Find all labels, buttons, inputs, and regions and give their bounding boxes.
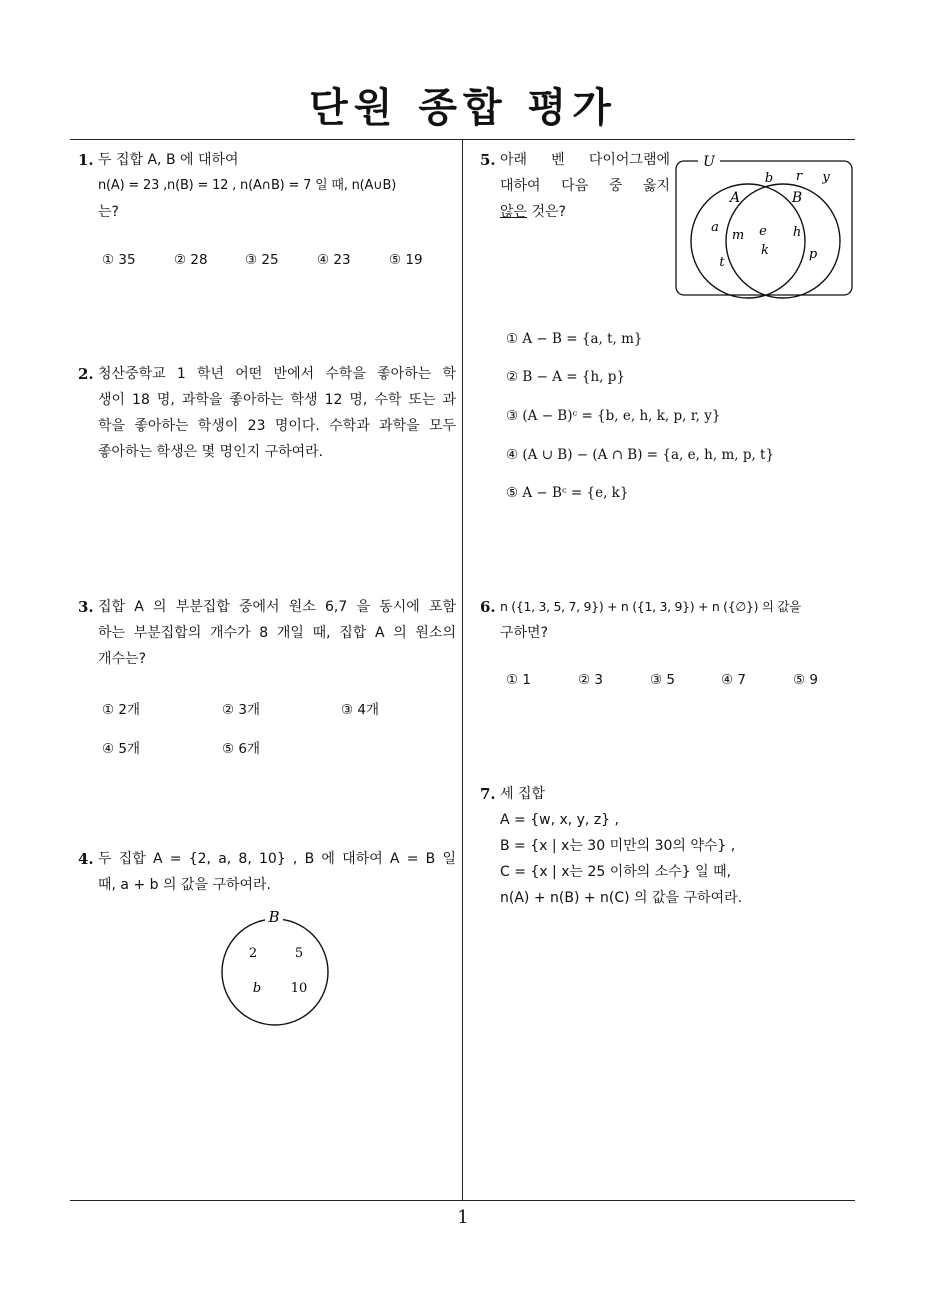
- question-line: 좋아하는 학생은 몇 명인지 구하여라.: [98, 444, 324, 460]
- bottom-rule: [70, 1200, 855, 1201]
- question-3: [78, 594, 456, 672]
- question-text: [500, 781, 860, 911]
- question-line: 는?: [98, 204, 119, 220]
- question-line: 청산중학교 1 학년 어떤 반에서 수학을 좋아하는 학: [98, 366, 456, 382]
- question-line: 세 집합: [500, 786, 546, 802]
- question-line: [500, 199, 670, 225]
- option-1[interactable]: ① 1: [506, 672, 531, 688]
- question-line: n(A) = 23 ,n(B) = 12 , n(A∩B) = 7 일 때, n(A∪B): [98, 178, 397, 193]
- question-text: [500, 147, 670, 225]
- question-line: A = {w, x, y, z} ,: [500, 812, 619, 828]
- question-4: [78, 846, 456, 898]
- page-number: 1: [457, 1207, 469, 1228]
- outside-element: b: [764, 171, 774, 186]
- question-line: 구하면?: [500, 625, 549, 641]
- only-a-element: a: [711, 220, 719, 235]
- set-element: 2: [248, 946, 258, 961]
- question-line: B = {x | x는 30 미만의 30의 약수} ,: [500, 838, 736, 854]
- option-2[interactable]: ② 3개: [222, 702, 261, 718]
- question-2: [78, 361, 456, 465]
- option-4[interactable]: ④ 5개: [102, 741, 141, 757]
- option-3[interactable]: ③ (A − B)ᶜ = {b, e, h, k, p, r, y}: [506, 408, 721, 424]
- outside-element: r: [795, 169, 803, 184]
- question-text-tail: 것은?: [527, 204, 566, 220]
- set-element: 5: [294, 946, 304, 961]
- option-3[interactable]: ③ 4개: [341, 702, 380, 718]
- set-b-circle: [222, 919, 328, 1025]
- question-text: [98, 594, 456, 672]
- question-text: [98, 147, 456, 225]
- set-b-label: B: [791, 190, 803, 206]
- question-line: 때, a + b 의 값을 구하여라.: [98, 877, 271, 893]
- set-label: B: [268, 908, 280, 926]
- set-element: b: [252, 981, 262, 996]
- question-line: 대하여 다음 중 옳지: [500, 178, 670, 194]
- both-element: k: [761, 243, 769, 258]
- question-line: 집합 A 의 부분집합 중에서 원소 6,7 을 동시에 포함: [98, 599, 456, 615]
- option-2[interactable]: ② 3: [578, 672, 603, 688]
- question-text: [98, 846, 456, 898]
- only-b-element: h: [792, 225, 802, 240]
- question-line: 두 집합 A, B 에 대하여: [98, 152, 239, 168]
- question-line: n ({1, 3, 5, 7, 9}) + n ({1, 3, 9}) + n ({∅}) 의 값을: [500, 599, 801, 614]
- question-7: [480, 781, 860, 911]
- both-element: e: [759, 224, 767, 239]
- question-5: [480, 147, 670, 225]
- option-2[interactable]: ② B − A = {h, p}: [506, 369, 625, 385]
- question-line: C = {x | x는 25 이하의 소수} 일 때,: [500, 864, 732, 880]
- option-5[interactable]: ⑤ 6개: [222, 741, 261, 757]
- question-line: n(A) + n(B) + n(C) 의 값을 구하여라.: [500, 890, 743, 906]
- option-3[interactable]: ③ 25: [245, 252, 279, 268]
- set-element: 10: [290, 981, 308, 996]
- question-line: 개수는?: [98, 651, 147, 667]
- outside-element: y: [822, 170, 830, 185]
- question-line: 생이 18 명, 과학을 좋아하는 학생 12 명, 수학 또는 과: [98, 392, 456, 408]
- option-5[interactable]: ⑤ 19: [389, 252, 423, 268]
- question-number: 3.: [78, 598, 94, 616]
- option-1[interactable]: ① 2개: [102, 702, 141, 718]
- question-number: 7.: [480, 785, 496, 803]
- question-1: [78, 147, 456, 225]
- option-4[interactable]: ④ 7: [721, 672, 746, 688]
- option-4[interactable]: ④ 23: [317, 252, 351, 268]
- only-a-element: t: [719, 255, 725, 270]
- option-5[interactable]: ⑤ 9: [793, 672, 818, 688]
- universe-label: U: [703, 154, 715, 170]
- question-text: [500, 594, 860, 646]
- option-1[interactable]: ① A − B = {a, t, m}: [506, 331, 643, 347]
- set-b-diagram: [215, 905, 340, 1030]
- option-3[interactable]: ③ 5: [650, 672, 675, 688]
- question-number: 1.: [78, 151, 94, 169]
- column-divider: [462, 139, 463, 1201]
- set-a-label: A: [729, 190, 741, 206]
- question-number: 4.: [78, 850, 94, 868]
- set-a-circle: [691, 184, 805, 298]
- only-b-element: p: [808, 247, 818, 262]
- question-text: [98, 361, 456, 465]
- question-number: 2.: [78, 365, 94, 383]
- question-line: 아래 벤 다이어그램에: [500, 152, 670, 168]
- question-line: 학을 좋아하는 학생이 23 명이다. 수학과 과학을 모두: [98, 418, 456, 434]
- venn-diagram: [672, 150, 857, 300]
- page-title: 단원 종합 평가: [309, 85, 617, 131]
- question-line: 두 집합 A = {2, a, 8, 10} , B 에 대하여 A = B 일: [98, 851, 456, 867]
- question-line: 하는 부분집합의 개수가 8 개일 때, 집합 A 의 원소의: [98, 625, 456, 641]
- option-4[interactable]: ④ (A ∪ B) − (A ∩ B) = {a, e, h, m, p, t}: [506, 447, 775, 463]
- option-1[interactable]: ① 35: [102, 252, 136, 268]
- option-2[interactable]: ② 28: [174, 252, 208, 268]
- question-6: [480, 594, 860, 646]
- emphasis-underline: 않은: [500, 204, 528, 220]
- only-a-element: m: [731, 228, 745, 243]
- question-number: 5.: [480, 151, 496, 169]
- option-5[interactable]: ⑤ A − Bᶜ = {e, k}: [506, 485, 629, 501]
- question-number: 6.: [480, 598, 496, 616]
